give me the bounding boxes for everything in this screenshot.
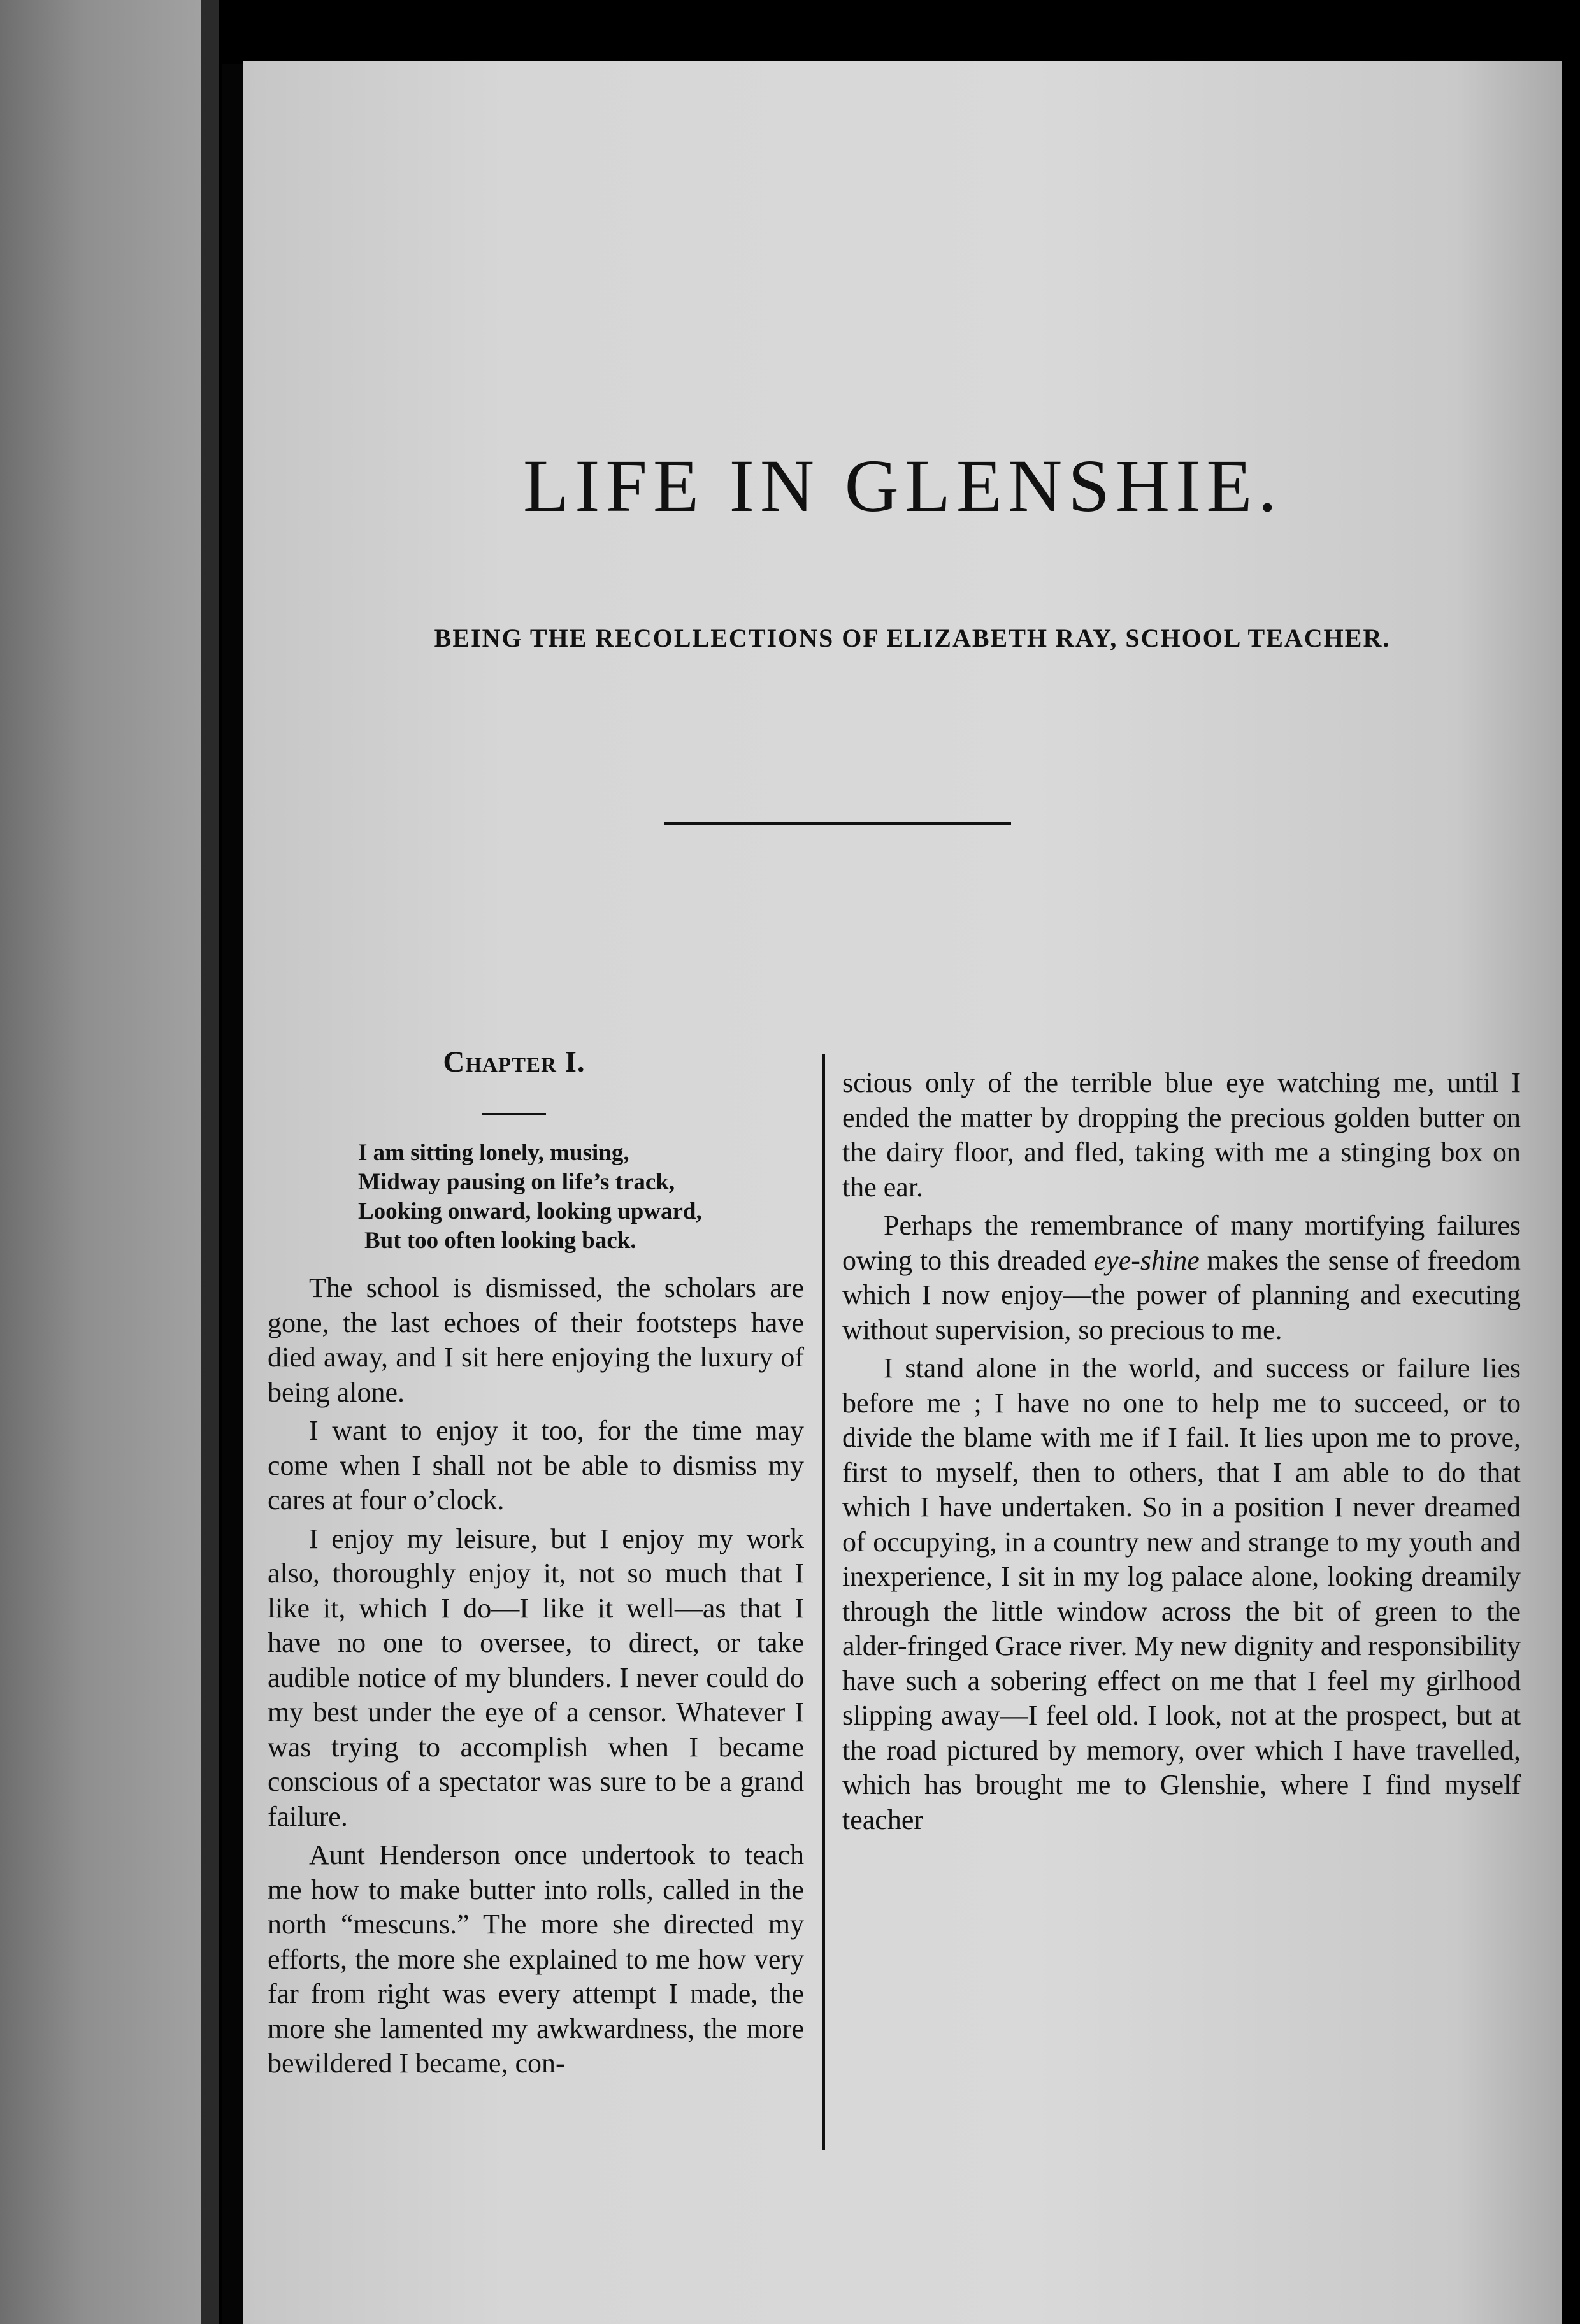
- chapter-divider-rule: [482, 1113, 546, 1115]
- epigraph-line: I am sitting lonely, musing,: [358, 1140, 629, 1166]
- paragraph: The school is dismissed, the scholars are gone, the last echoes of their footsteps have died away, and I sit here enjoying the luxury of being alone.: [268, 1272, 804, 1408]
- italic-term: eye-shine: [1093, 1244, 1200, 1276]
- paragraph: I enjoy my leisure, but I enjoy my work also, thoroughly enjoy it, not so much that I like it, which I do—I like it well—as that I have no one to oversee, to direct, or take audible notice of my blunders. I never could do my best under the eye of a censor. Whatever I was trying to accomplish when I became conscious of a spectator was sure to be a grand failure.: [268, 1523, 804, 1832]
- facing-page-edge: [0, 0, 210, 2324]
- paragraph-continuation: scious only of the terrible blue eye watching me, until I ended the matter by dropping the precious golden butter on the dairy floor, and fled, taking with me a stinging box on the ear.: [842, 1067, 1521, 1203]
- epigraph-line: Looking onward, looking upward,: [358, 1198, 702, 1224]
- paragraph: I stand alone in the world, and success or failure lies before me ; I have no one to help me to succeed, or to divide the blame with me if I fail. It lies upon me to prove, first to myself, then to others, that I am able to do that which I have undertaken. So in a position I never dreamed of occupying, in a country new and strange to my youth and inexperience, I sit in my log palace alone, looking dreamily through the little window across the bit of green to the alder-fringed Grace river. My new dignity and responsibility have such a sobering effect on me that I feel my girlhood slipping away—I feel old. I look, not at the prospect, but at the road pictured by memory, over which I have travelled, which has brought me to Glenshie, where I find myself teacher: [842, 1352, 1521, 1835]
- paragraph: [842, 1209, 1521, 1347]
- book-page: [243, 61, 1562, 2324]
- book-spine-gutter: [222, 64, 243, 2324]
- text-column-left: [268, 1271, 804, 2081]
- facing-page-shadow: [201, 0, 219, 2324]
- epigraph: [358, 1138, 779, 1256]
- column-divider: [822, 1054, 825, 2150]
- text-column-right: [842, 1066, 1521, 1837]
- paragraph: I want to enjoy it too, for the time may come when I shall not be able to dismiss my cares at four o’clock.: [268, 1415, 804, 1516]
- text-run: makes the sense of freedom which I now enjoy—the power of planning and executing without supervision, so precious to me.: [842, 1244, 1521, 1345]
- epigraph-line: But too often looking back.: [364, 1228, 636, 1254]
- book-title: LIFE IN GLENSHIE.: [523, 444, 1282, 527]
- epigraph-line: Midway pausing on life’s track,: [358, 1169, 675, 1195]
- chapter-heading: Chapter I.: [443, 1045, 585, 1079]
- book-subtitle: BEING THE RECOLLECTIONS OF ELIZABETH RAY, SCHOOL TEACHER.: [434, 624, 1391, 652]
- title-divider-rule: [664, 822, 1011, 825]
- text-run: Perhaps the remembrance of many mortifying failures owing to this dreaded: [842, 1210, 1521, 1276]
- paragraph: Aunt Henderson once undertook to teach me how to make butter into rolls, called in the north “mescuns.” The more she directed my efforts, the more she explained to me how very far from right was every attempt I made, the more she lamented my awkwardness, the more bewildered I became, con-: [268, 1839, 804, 2079]
